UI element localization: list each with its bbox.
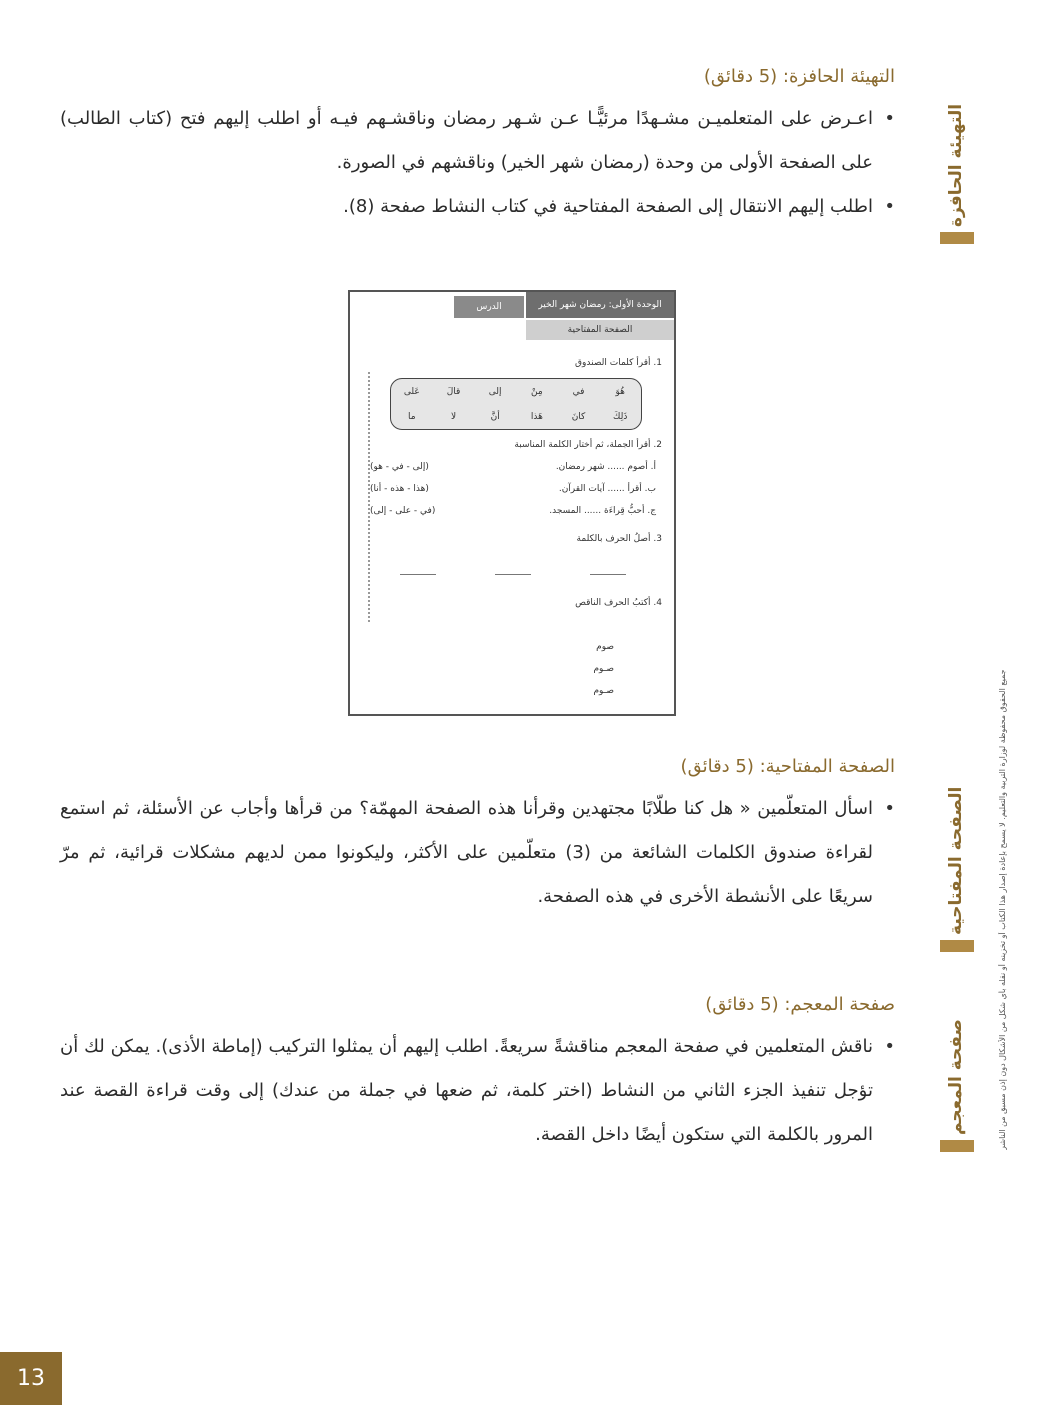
side-bar: [940, 1140, 974, 1152]
thumb-header-tab: الدرس: [454, 296, 524, 318]
word: لا: [450, 411, 457, 422]
thumb-header: الوحدة الأولى: رمضان شهر الخير: [526, 292, 674, 318]
thumb-sentence: ب. أقرأ ...... آيات القرآن.: [558, 484, 656, 494]
bullet-item: • ناقش المتعلمين في صفحة المعجم مناقشةً سريعةً. اطلب إليهم أن يمثلوا التركيب (إماطة الأذى). يمكن لك أن تؤجل تنفيذ الجزء الثاني من النشاط (اختر كلمة، ثم ضعها في جملة من عندك) إلى وقت قراءة القصة عند المرور بالكلمة التي ستكون أيضًا داخل القصة.: [60, 1025, 873, 1157]
word: كانَ: [571, 411, 586, 422]
thumb-word: صـوم: [593, 664, 614, 674]
side-label-key-page: الصفحة المفتاحية: [946, 786, 966, 935]
word: في: [572, 386, 585, 397]
bullet-list: [60, 787, 895, 919]
copyright-notice: جميع الحقوق محفوظة لوزارة التربية والتعليم. لا يسمح بإعادة إصدار هذا الكتاب أو تخزينه أو نقله بأي شكل من الأشكال دون إذن مسبق من الناشر: [998, 669, 1007, 1150]
bullet-list: [60, 97, 895, 229]
section-title: التهيئة الحافزة: (5 دقائق): [703, 66, 895, 87]
thumb-options: (إلى - في - هو): [370, 462, 429, 472]
thumb-sentence: ج. أحبُّ قِراءَة ...... المسجد.: [549, 506, 656, 516]
bullet-item: • اطلب إليهم الانتقال إلى الصفحة المفتاحية في كتاب النشاط صفحة (8).: [60, 185, 873, 229]
section-motivation: [60, 66, 895, 229]
word-box: [390, 378, 642, 430]
word: هُوَ: [615, 386, 625, 397]
word: عَلى: [403, 386, 420, 397]
word: ما: [408, 411, 416, 422]
thumb-word: صـوم: [593, 686, 614, 696]
word: قالَ: [446, 386, 461, 397]
thumb-subheader: الصفحة المفتاحية: [526, 320, 674, 340]
bullet-item: • اسأل المتعلّمين « هل كنا طلّابًا مجتهدين وقرأنا هذه الصفحة المهمّة؟ من قرأها وأجاب عن الأسئلة، ثم استمع لقراءة صندوق الكلمات الشائعة من (3) متعلّمين على الأكثر، وليكونوا ممن لديهم مشكلات قرائية، ثم مرّ سريعًا على الأنشطة الأخرى في هذه الصفحة.: [60, 787, 873, 919]
side-bar: [940, 232, 974, 244]
thumb-question: 4. أكتبُ الحرف الناقص: [575, 598, 662, 608]
worksheet-thumbnail: [348, 290, 676, 716]
thumb-question: 2. أقرأ الجملة، ثم أختار الكلمة المناسبة: [514, 440, 662, 450]
side-bar: [940, 940, 974, 952]
section-dictionary: [60, 994, 895, 1157]
thumb-row: [370, 574, 656, 575]
word: أنَّ: [490, 411, 500, 422]
thumb-row: [370, 484, 656, 494]
bullet-list: [60, 1025, 895, 1157]
thumb-sentence: أ. أصوم ...... شهر رمضان.: [555, 462, 656, 472]
dotted-guide: [368, 372, 372, 622]
thumb-question: 1. أقرأ كلمات الصندوق: [575, 358, 662, 368]
thumb-row: [370, 462, 656, 472]
bullet-item: • اعـرض على المتعلميـن مشـهدًا مرئيًّـا عـن شـهر رمضان وناقشـهم فيـه أو اطلب إليهم فتح (كتاب الطالب) على الصفحة الأولى من وحدة (رمضان شهر الخير) وناقشهم في الصورة.: [60, 97, 873, 185]
section-key-page: [60, 756, 895, 919]
word: مِنْ: [531, 386, 543, 397]
section-title: الصفحة المفتاحية: (5 دقائق): [680, 756, 895, 777]
thumb-question: 3. أصلُ الحرف بالكلمة: [576, 534, 662, 544]
side-label-dictionary: صفحة المعجم: [946, 1019, 966, 1135]
word: ذَلِكَ: [613, 411, 628, 422]
thumb-options: (في - على - إلى): [370, 506, 436, 516]
thumb-word: صوم: [596, 642, 614, 652]
word: هَذا: [530, 411, 543, 422]
section-title: صفحة المعجم: (5 دقائق): [705, 994, 895, 1015]
side-label-motivation: التهيئة الحافزة: [946, 103, 966, 227]
thumb-options: (هذا - هذه - أنا): [370, 484, 429, 494]
word: إلى: [488, 386, 502, 397]
thumb-row: [370, 506, 656, 516]
page-number: 13: [0, 1352, 62, 1405]
